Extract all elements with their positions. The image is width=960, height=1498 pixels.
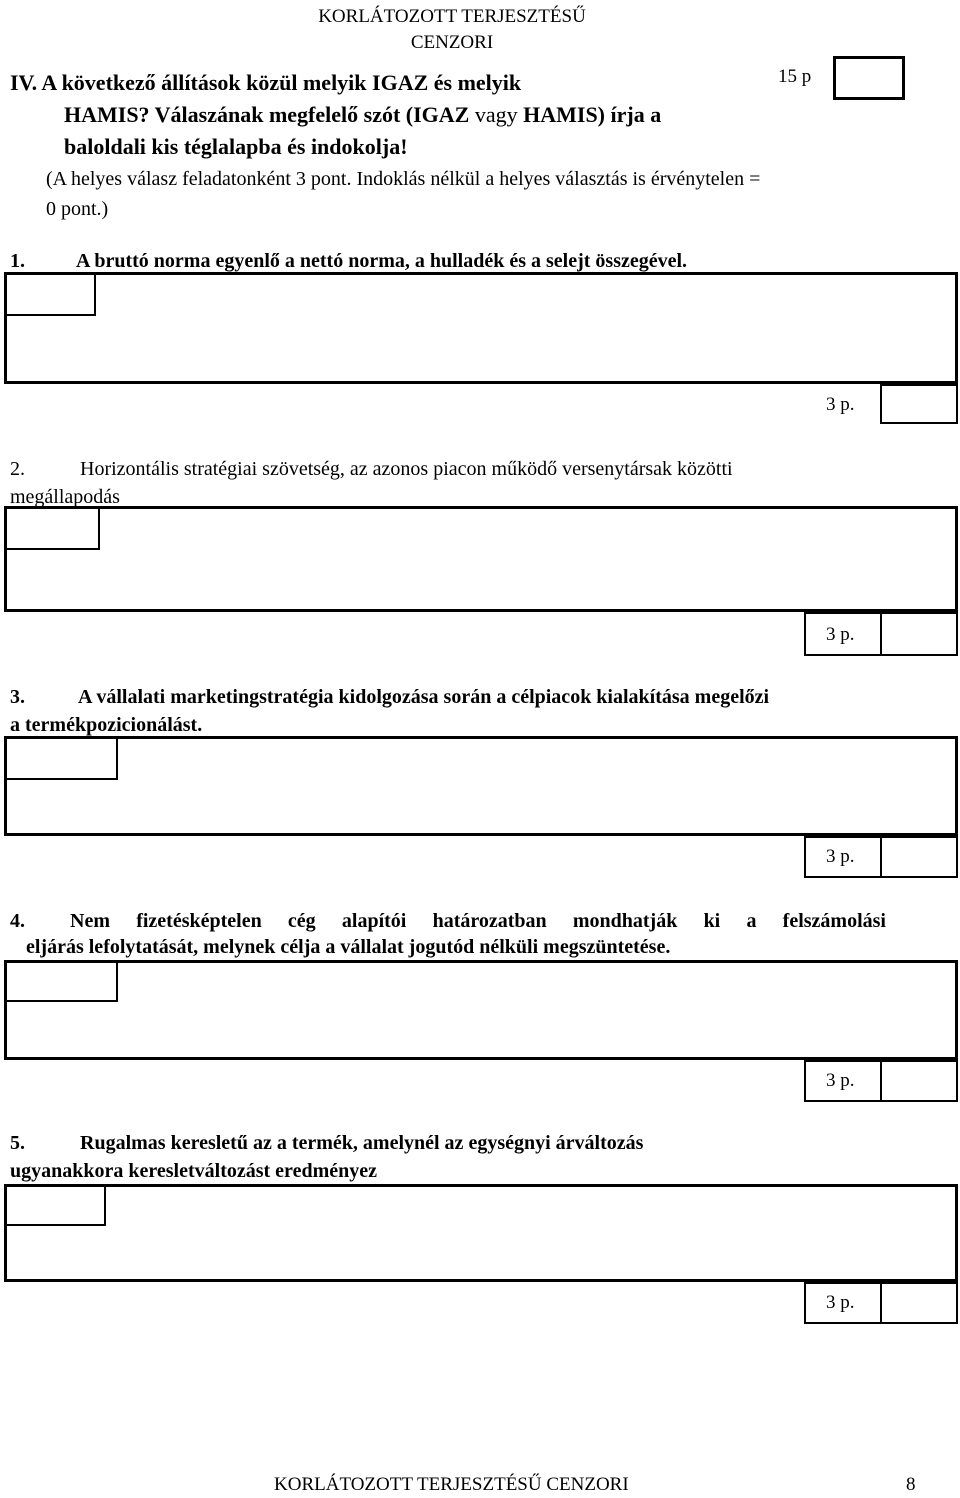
question-5-number: 5. <box>10 1132 25 1154</box>
section-title-line3: baloldali kis téglalapba és indokolja! <box>64 134 408 159</box>
question-2-answer-area[interactable] <box>4 506 958 612</box>
question-5-text-line1: Rugalmas keresletű az a termék, amelynél az egységnyi árváltozás <box>80 1132 644 1154</box>
section-note-line1: (A helyes válasz feladatonként 3 pont. Indoklás nélkül a helyes választás is érvénytelen = <box>46 168 761 190</box>
section-title-line2: HAMIS? Válaszának megfelelő szót (IGAZ vagy HAMIS) írja a <box>64 102 662 127</box>
question-3-answer-area[interactable] <box>4 736 958 836</box>
question-5-points-box[interactable] <box>880 1282 958 1324</box>
section-title-line1: IV. A következő állítások közül melyik IGAZ és melyik <box>10 70 522 95</box>
total-points-box[interactable] <box>833 56 905 100</box>
question-3-points-box[interactable] <box>880 836 958 878</box>
question-2-points-box[interactable] <box>880 612 958 656</box>
header-cenzori: CENZORI <box>410 32 494 53</box>
question-1-number: 1. <box>10 250 25 272</box>
question-1-points-label: 3 p. <box>826 394 855 415</box>
section-note-line2: 0 pont.) <box>46 198 109 220</box>
question-3-points-label: 3 p. <box>826 846 855 867</box>
question-3-text-line2: a termékpozicionálást. <box>10 714 203 736</box>
question-1-text: A bruttó norma egyenlő a nettó norma, a hulladék és a selejt összegével. <box>76 250 688 272</box>
question-5-true-false-box[interactable] <box>4 1184 106 1226</box>
page-number: 8 <box>906 1474 916 1495</box>
question-4-text-line2: eljárás lefolytatását, melynek célja a vállalat jogutód nélküli megszüntetése. <box>26 936 671 958</box>
question-3-true-false-box[interactable] <box>4 736 118 780</box>
question-2-text-line2: megállapodás <box>10 486 120 508</box>
total-points-label: 15 p <box>778 66 812 87</box>
question-4-answer-area[interactable] <box>4 960 958 1060</box>
question-3-number: 3. <box>10 686 25 708</box>
question-4-points-label: 3 p. <box>826 1070 855 1091</box>
question-2-text-line1: Horizontális stratégiai szövetség, az azonos piacon működő versenytársak közötti <box>80 458 733 480</box>
question-1-points-box[interactable] <box>880 384 958 424</box>
footer-text: KORLÁTOZOTT TERJESZTÉSŰ CENZORI <box>274 1474 629 1495</box>
question-5-text-line2: ugyanakkora keresletváltozást eredményez <box>10 1160 377 1182</box>
question-4-number: 4. <box>10 910 25 932</box>
question-1-answer-area[interactable] <box>4 272 958 384</box>
question-5-answer-area[interactable] <box>4 1184 958 1282</box>
header-restricted: KORLÁTOZOTT TERJESZTÉSŰ <box>318 6 586 27</box>
question-2-points-label: 3 p. <box>826 624 855 645</box>
question-4-true-false-box[interactable] <box>4 960 118 1002</box>
question-2-number: 2. <box>10 458 25 480</box>
question-1-true-false-box[interactable] <box>4 272 96 316</box>
question-3-text-line1: A vállalati marketingstratégia kidolgozása során a célpiacok kialakítása megelőzi <box>78 686 770 708</box>
question-4-text-line1: Nem fizetésképtelen cég alapítói határozatban mondhatják ki a felszámolási <box>70 910 886 932</box>
question-2-true-false-box[interactable] <box>4 506 100 550</box>
question-5-points-label: 3 p. <box>826 1292 855 1313</box>
question-4-points-box[interactable] <box>880 1060 958 1102</box>
